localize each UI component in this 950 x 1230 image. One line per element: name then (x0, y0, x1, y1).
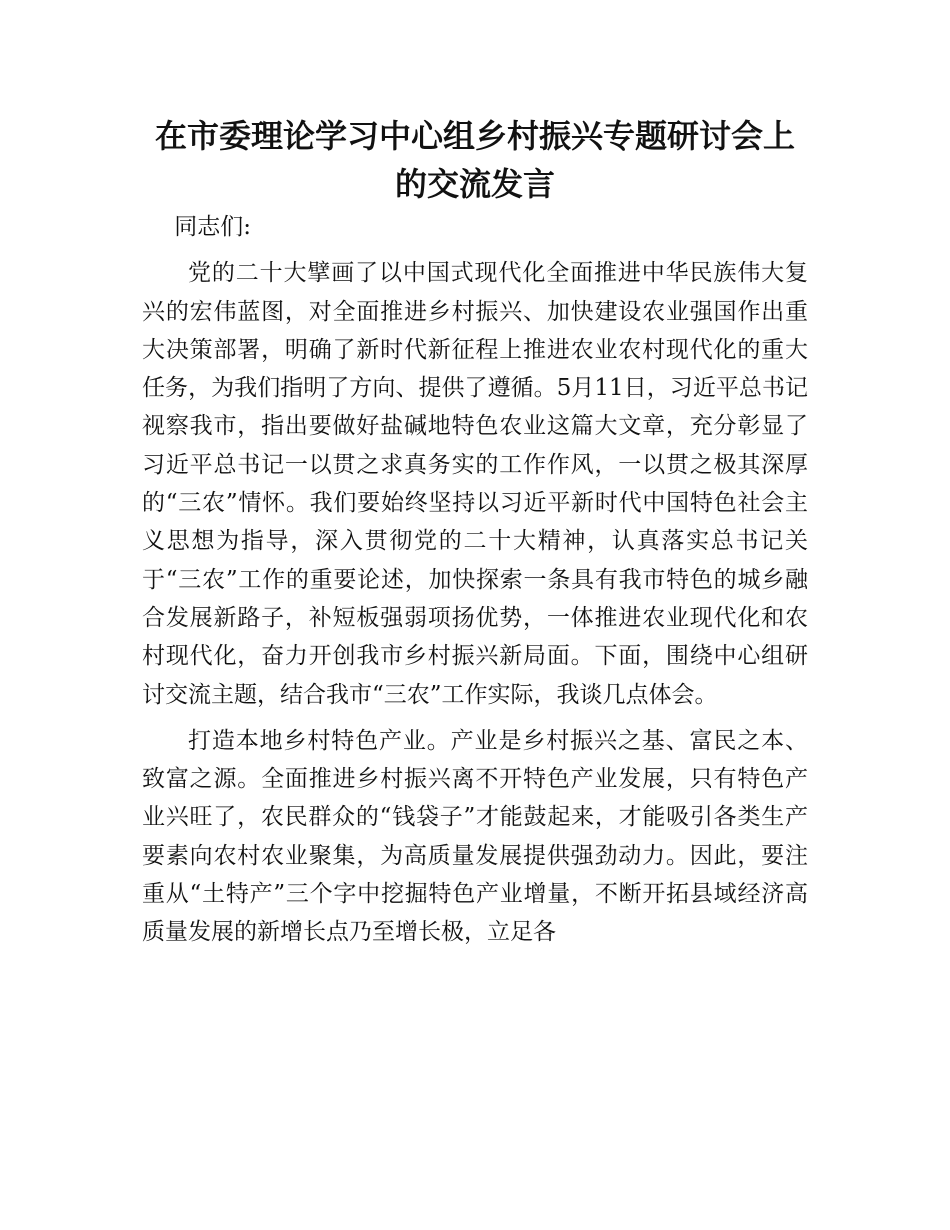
greeting: 同志们: (174, 214, 251, 240)
document-title: 在市委理论学习中心组乡村振兴专题研讨会上的交流发言 (154, 117, 795, 203)
paragraph-industry: 打造本地乡村特色产业。产业是乡村振兴之基、富民之本、致富之源。全面推进乡村振兴离不开特色产业发展，只有特色产业兴旺了，农民群众的“钱袋子”才能鼓起来，才能吸引各类生产要素向农村农业聚集，为高质量发展提供强劲动力。因此，要注重从“土特产”三个字中挖掘特色产业增量，不断开拓县域经济高质量发展的新增长点乃至增长极，立足各 (142, 727, 808, 946)
paragraph-introduction: 党的二十大擘画了以中国式现代化全面推进中华民族伟大复兴的宏伟蓝图，对全面推进乡村振兴、加快建设农业强国作出重大决策部署，明确了新时代新征程上推进农业农村现代化的重大任务，为我们指明了方向、提供了遵循。5月11日，习近平总书记视察我市，指出要做好盐碱地特色农业这篇大文章，充分彰显了习近平总书记一以贯之求真务实的工作作风，一以贯之极其深厚的“三农”情怀。我们要始终坚持以习近平新时代中国特色社会主义思想为指导，深入贯彻党的二十大精神，认真落实总书记关于“三农”工作的重要论述，加快探索一条具有我市特色的城乡融合发展新路子，补短板强弱项扬优势，一体推进农业现代化和农村现代化，奋力开创我市乡村振兴新局面。下面，围绕中心组研讨交流主题，结合我市“三农”工作实际，我谈几点体会。 (142, 260, 808, 708)
document-body (142, 208, 808, 960)
